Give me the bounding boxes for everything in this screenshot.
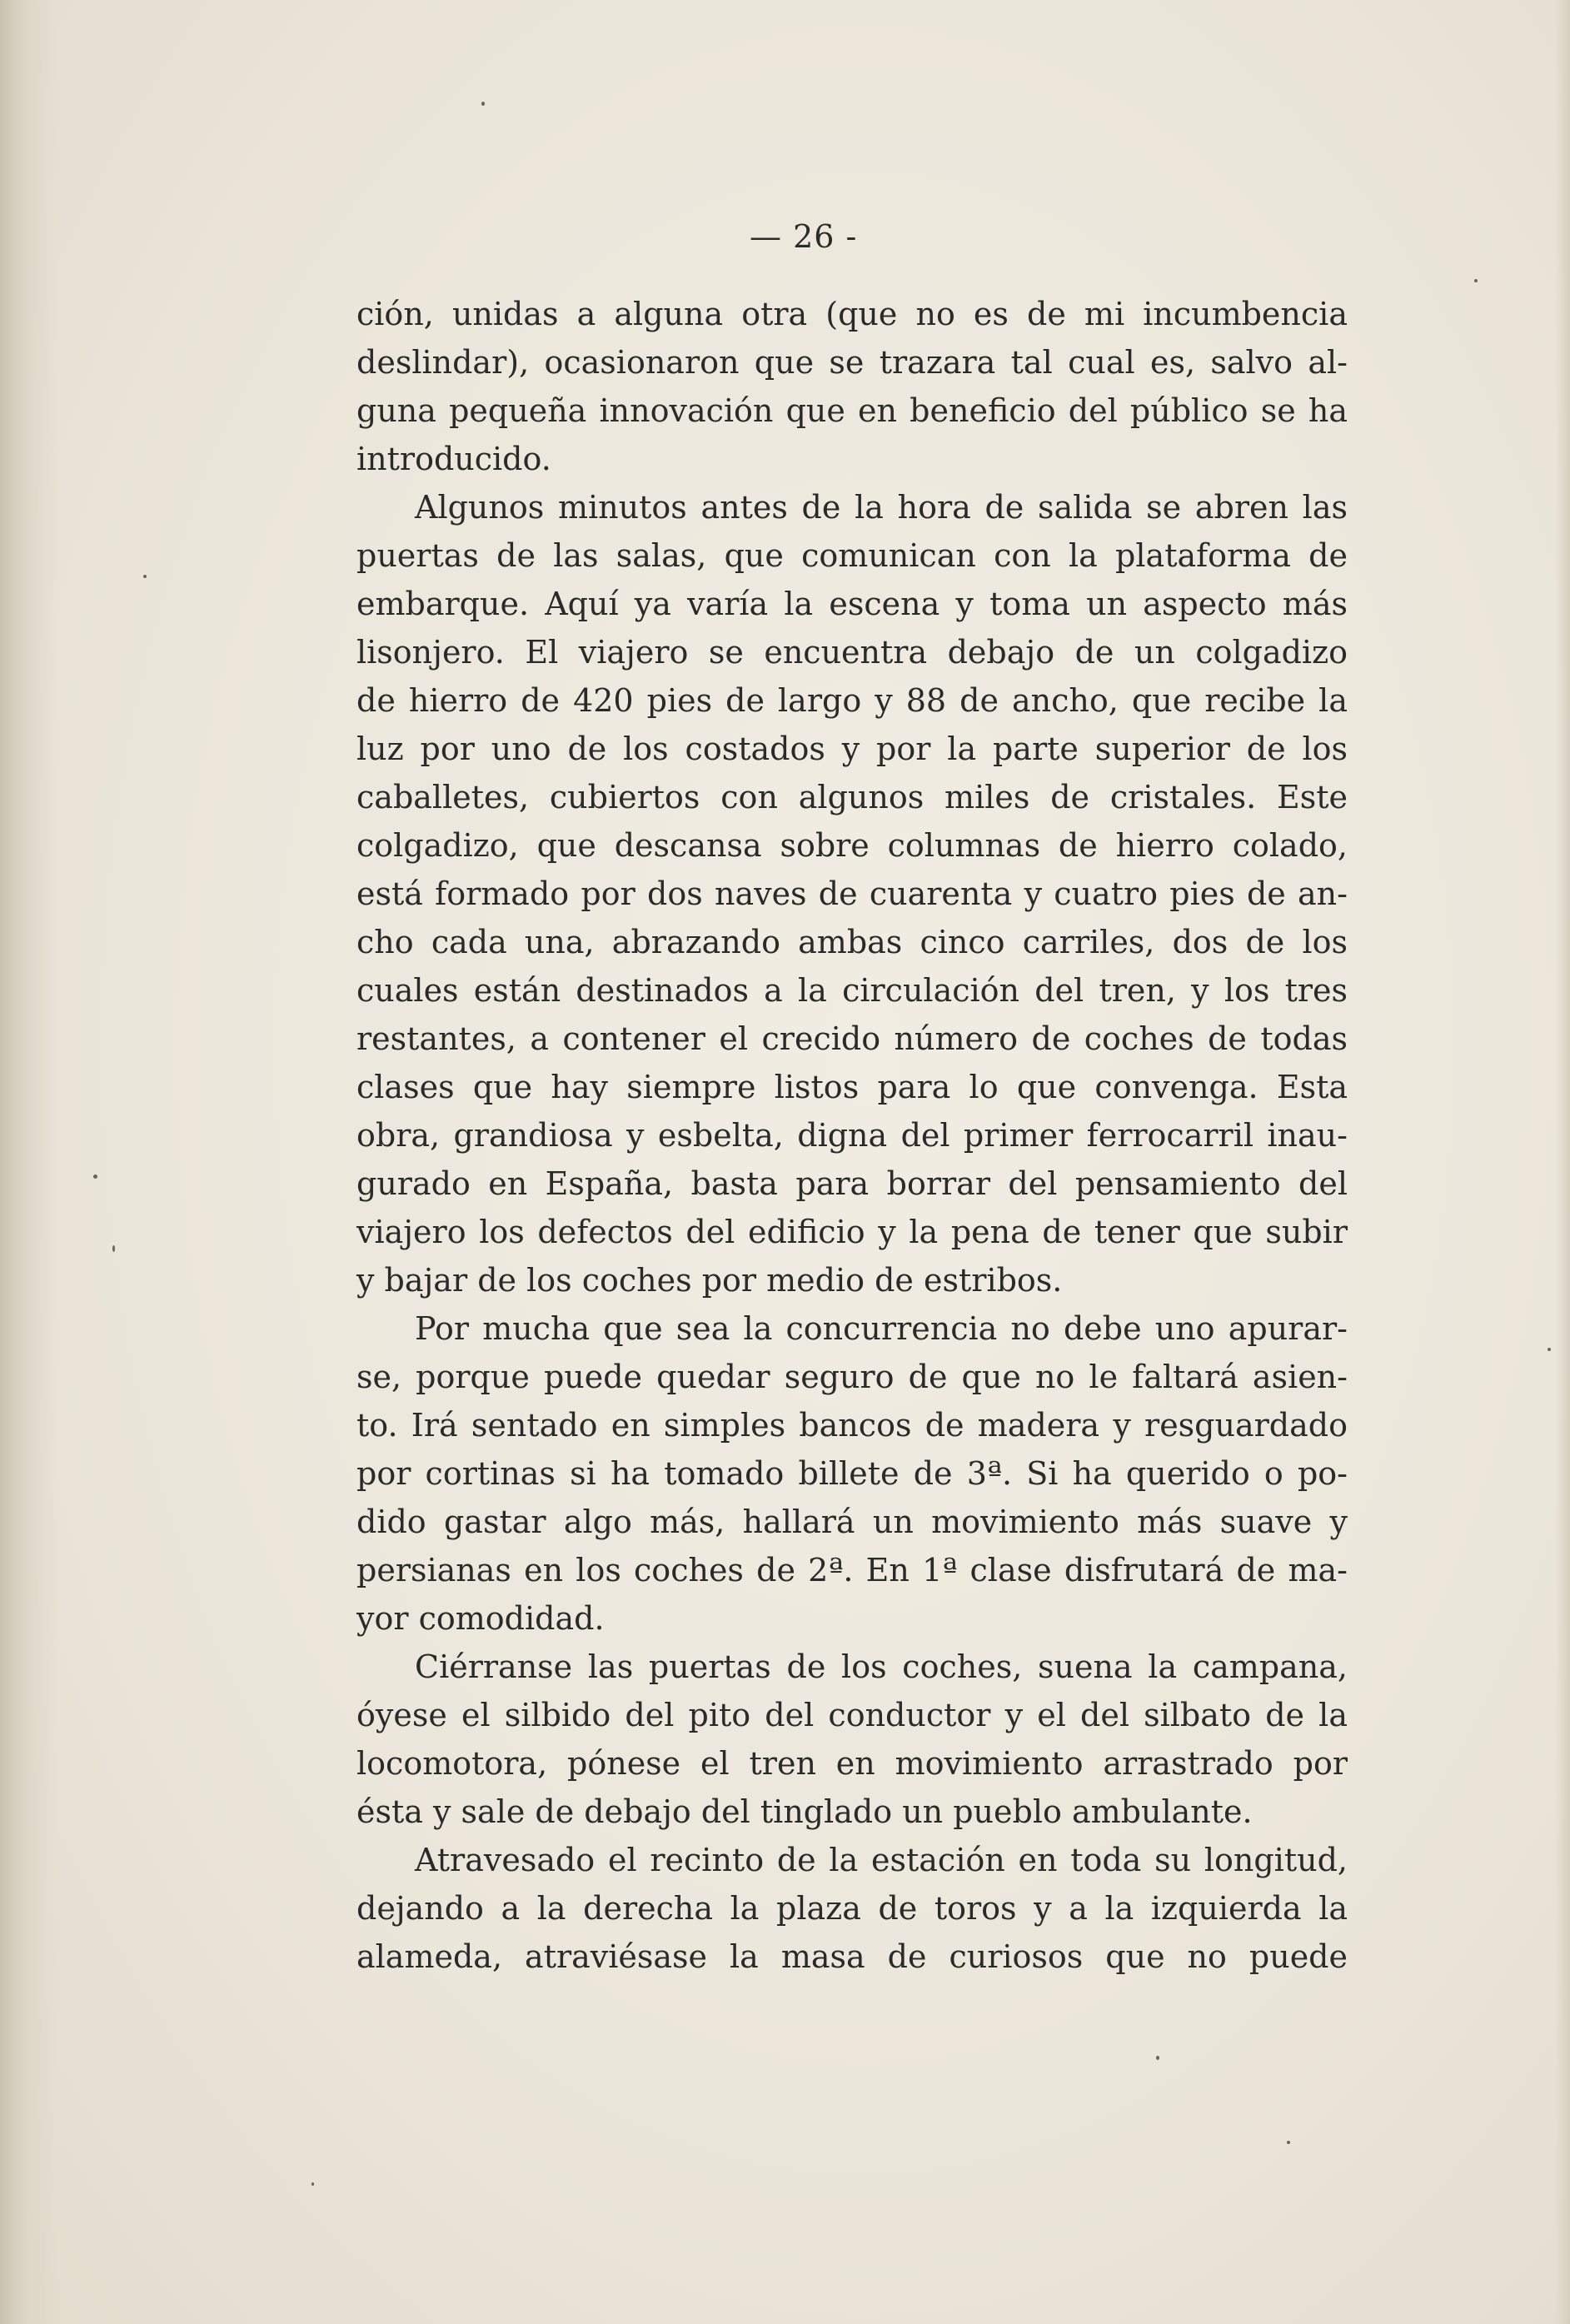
binding-gutter-shadow [0,0,58,2324]
paragraph-start-line: Por mucha que sea la concurrencia no debe uno apurar- [415,1310,1348,1347]
paragraph-start-line: Algunos minutos antes de la hora de salida se abren las [415,489,1348,526]
text-line: lisonjero. El viajero se encuentra debajo de un colgadizo [356,634,1348,671]
page-number: — 26 - [750,218,858,255]
paragraph-start-line: Ciérranse las puertas de los coches, suena la campana, [415,1648,1348,1685]
text-line: ésta y sale de debajo del tinglado un pueblo ambulante. [356,1793,1253,1830]
text-line: caballetes, cubiertos con algunos miles de cristales. Este [356,779,1348,815]
text-line: deslindar), ocasionaron que se trazara tal cual es, salvo al- [356,344,1348,381]
body-text [356,290,1348,1981]
paper-speck [1548,1348,1551,1351]
text-line: de hierro de 420 pies de largo y 88 de ancho, que recibe la [356,682,1348,719]
text-line: dido gastar algo más, hallará un movimiento más suave y [356,1504,1348,1540]
paper-speck [1287,2141,1290,2144]
text-line: luz por uno de los costados y por la parte superior de los [356,731,1348,767]
text-line: por cortinas si ha tomado billete de 3ª. Si ha querido o po- [356,1455,1348,1492]
paper-speck [1156,2056,1159,2060]
text-line: dejando a la derecha la plaza de toros y a la izquierda la [356,1890,1348,1927]
text-line: locomotora, pónese el tren en movimiento arrastrado por [356,1745,1348,1782]
text-line: puertas de las salas, que comunican con la plataforma de [356,537,1348,574]
text-line: clases que hay siempre listos para lo que convenga. Esta [356,1069,1348,1105]
paper-speck [1474,279,1478,282]
text-line: introducido. [356,441,551,477]
text-line: yor comodidad. [356,1600,605,1637]
paper-speck [481,102,485,106]
paper-speck [93,1174,97,1179]
text-line: restantes, a contener el crecido número de coches de todas [356,1020,1348,1057]
text-line: se, porque puede quedar seguro de que no le faltará asien- [356,1359,1348,1395]
text-line: to. Irá sentado en simples bancos de madera y resguardado [356,1407,1348,1444]
page-edge-shadow [1555,0,1570,2324]
text-line: gurado en España, basta para borrar del pensamiento del [356,1165,1348,1202]
paper-speck [143,575,147,578]
paragraph-start-line: Atravesado el recinto de la estación en toda su longitud, [415,1842,1348,1878]
paper-speck [312,2182,314,2186]
text-line: cho cada una, abrazando ambas cinco carriles, dos de los [356,924,1348,960]
text-line: óyese el silbido del pito del conductor y el del silbato de la [356,1697,1348,1733]
text-line: alameda, atraviésase la masa de curiosos que no puede [356,1938,1348,1975]
text-line: colgadizo, que descansa sobre columnas de hierro colado, [356,827,1348,864]
text-line: y bajar de los coches por medio de estribos. [356,1262,1063,1299]
text-line: obra, grandiosa y esbelta, digna del primer ferrocarril inau- [356,1117,1348,1154]
text-line: embarque. Aquí ya varía la escena y toma un aspecto más [356,586,1348,622]
text-line: ción, unidas a alguna otra (que no es de mi incumbencia [356,296,1348,332]
text-line: guna pequeña innovación que en beneficio del público se ha [356,392,1348,429]
text-line: persianas en los coches de 2ª. En 1ª clase disfrutará de ma- [356,1552,1348,1588]
text-line: cuales están destinados a la circulación del tren, y los tres [356,972,1348,1009]
text-line: está formado por dos naves de cuarenta y cuatro pies de an- [356,875,1348,912]
text-line: viajero los defectos del edificio y la pena de tener que subir [356,1214,1348,1250]
paper-speck [112,1245,115,1252]
